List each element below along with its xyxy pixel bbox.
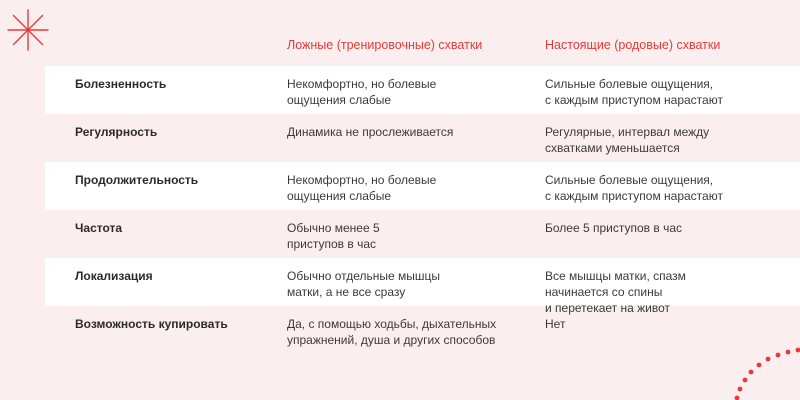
column-header-false-contractions: Ложные (тренировочные) схватки xyxy=(287,38,483,52)
false-contractions-value: Обычно отдельные мышцы матки, а не все сразу xyxy=(287,269,441,299)
table-header xyxy=(0,38,800,58)
table-row-localization xyxy=(45,258,800,315)
true-contractions-value: Более 5 приступов в час xyxy=(545,221,682,235)
false-contractions-value: Некомфортно, но болевые ощущения слабые xyxy=(287,77,437,107)
table-row-frequency xyxy=(45,210,800,258)
dotted-arc-decoration xyxy=(720,340,800,400)
row-label: Локализация xyxy=(75,269,153,283)
true-contractions-value: Нет xyxy=(545,317,566,331)
false-contractions-value: Обычно менее 5 приступов в час xyxy=(287,221,380,251)
row-label: Продолжительность xyxy=(75,173,199,187)
table-row-relief xyxy=(45,306,800,354)
row-label: Частота xyxy=(75,221,123,235)
table-row-painfulness xyxy=(45,66,800,114)
table-row-duration xyxy=(45,162,800,210)
true-contractions-value: Сильные болевые ощущения, с каждым приступом нарастают xyxy=(545,173,723,203)
false-contractions-value: Некомфортно, но болевые ощущения слабые xyxy=(287,173,437,203)
column-header-true-contractions: Настоящие (родовые) схватки xyxy=(545,38,721,52)
false-contractions-value: Динамика не прослеживается xyxy=(287,125,454,139)
false-contractions-value: Да, с помощью ходьбы, дыхательных упражнений, душа и других способов xyxy=(287,317,497,347)
row-label: Регулярность xyxy=(75,125,158,139)
comparison-table xyxy=(45,66,800,354)
row-label: Возможность купировать xyxy=(75,317,228,331)
row-label: Болезненность xyxy=(75,77,167,91)
true-contractions-value: Регулярные, интервал между схватками уменьшается xyxy=(545,125,710,155)
table-row-regularity xyxy=(45,114,800,162)
true-contractions-value: Все мышцы матки, спазм начинается со спины и перетекает на живот xyxy=(545,269,686,315)
true-contractions-value: Сильные болевые ощущения, с каждым приступом нарастают xyxy=(545,77,723,107)
